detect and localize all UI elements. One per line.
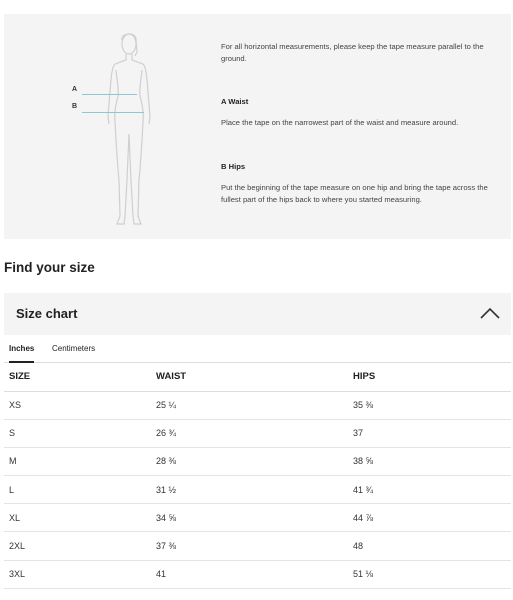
- size-cell: 2XL: [4, 532, 156, 560]
- size-chart-title: Size chart: [16, 306, 78, 321]
- waist-cell: 41: [156, 560, 353, 588]
- size-table: [4, 363, 511, 589]
- hips-cell: 44 ⅞: [353, 504, 511, 532]
- table-row: [4, 476, 511, 504]
- table-row: [4, 532, 511, 560]
- size-cell: 3XL: [4, 560, 156, 588]
- find-your-size-title: Find your size: [4, 260, 95, 275]
- tab-inches[interactable]: Inches: [9, 344, 34, 363]
- hips-heading: B Hips: [221, 162, 246, 171]
- chevron-up-icon[interactable]: [479, 305, 501, 321]
- table-row: [4, 391, 511, 419]
- waist-cell: 31 ½: [156, 476, 353, 504]
- size-cell: S: [4, 419, 156, 447]
- table-header-row: [4, 363, 511, 391]
- hips-cell: 35 ⅜: [353, 391, 511, 419]
- unit-tabs: [4, 340, 511, 363]
- size-cell: XL: [4, 504, 156, 532]
- hips-cell: 41 ¾: [353, 476, 511, 504]
- measurement-guide: [4, 14, 511, 239]
- size-chart-accordion-header[interactable]: [4, 293, 511, 335]
- waist-cell: 37 ⅜: [156, 532, 353, 560]
- waist-cell: 25 ¼: [156, 391, 353, 419]
- marker-label-a: A: [72, 86, 78, 93]
- table-row: [4, 504, 511, 532]
- hips-measure-line: [82, 112, 144, 113]
- tab-centimeters[interactable]: Centimeters: [52, 344, 96, 353]
- hips-text: Put the beginning of the tape measure on one hip and bring the tape across the fullest part of the hips back to where you started measuring.: [221, 183, 488, 204]
- body-silhouette-illustration: [99, 30, 159, 230]
- table-row: [4, 560, 511, 588]
- hips-cell: 38 ⅝: [353, 447, 511, 475]
- hips-cell: 51 ⅛: [353, 560, 511, 588]
- intro-text: For all horizontal measurements, please keep the tape measure parallel to the ground.: [221, 42, 484, 63]
- size-cell: XS: [4, 391, 156, 419]
- waist-cell: 26 ¾: [156, 419, 353, 447]
- column-header-size: SIZE: [4, 363, 156, 391]
- hips-cell: 37: [353, 419, 511, 447]
- marker-label-b: B: [72, 103, 78, 110]
- waist-measure-line: [82, 94, 137, 95]
- table-row: [4, 447, 511, 475]
- size-cell: L: [4, 476, 156, 504]
- hips-cell: 48: [353, 532, 511, 560]
- column-header-waist: WAIST: [156, 363, 353, 391]
- waist-heading: A Waist: [221, 97, 249, 106]
- waist-cell: 28 ⅜: [156, 447, 353, 475]
- waist-text: Place the tape on the narrowest part of the waist and measure around.: [221, 118, 459, 127]
- waist-cell: 34 ⅝: [156, 504, 353, 532]
- size-cell: M: [4, 447, 156, 475]
- table-row: [4, 419, 511, 447]
- column-header-hips: HIPS: [353, 363, 511, 391]
